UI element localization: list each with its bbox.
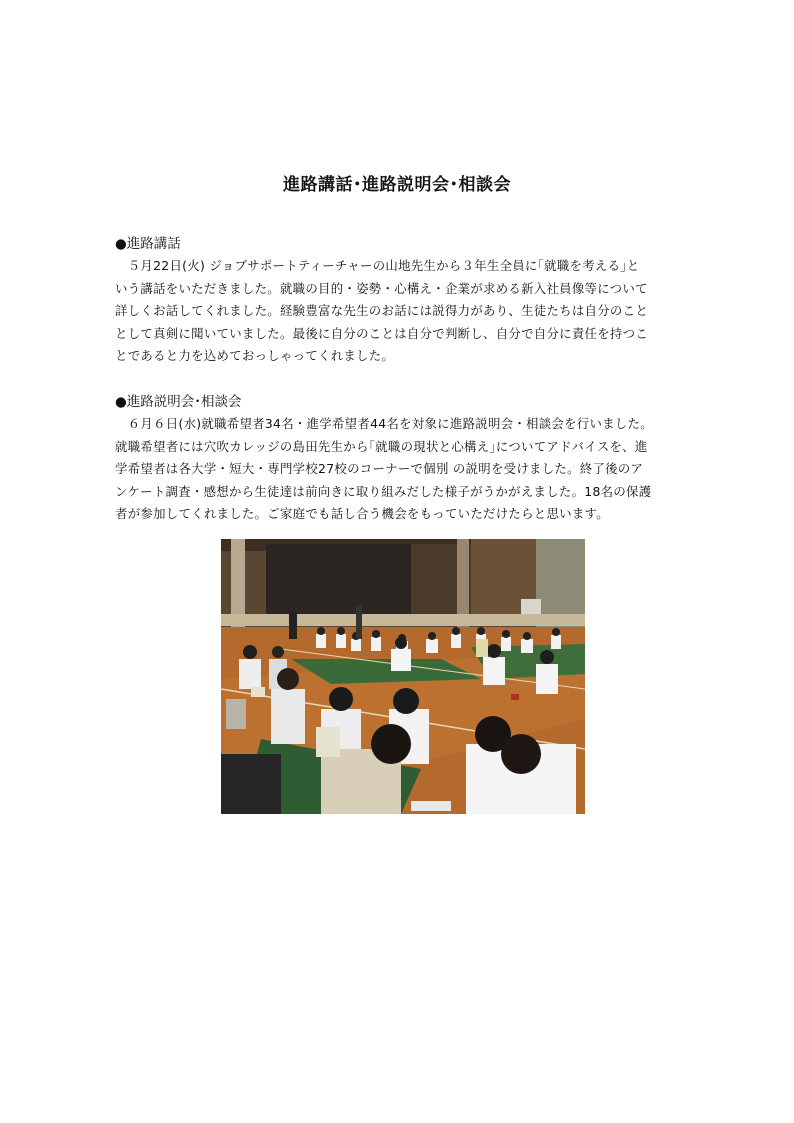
section-heading: ●進路講話 bbox=[115, 236, 181, 252]
paragraph-line: 就職希望者には穴吹カレッジの島田先生から｢就職の現状と心構え｣についてアドバイスを、進 bbox=[115, 438, 648, 454]
paragraph-line: 学希望者は各大学・短大・専門学校27校のコーナーで個別 の説明を受けました。終了後のア bbox=[115, 461, 644, 476]
paragraph-line: ンケート調査・感想から生徒達は前向きに取り組みだした様子がうかがえました。18名の保護 bbox=[115, 483, 652, 499]
section-paragraph bbox=[115, 255, 685, 368]
section-career-lecture bbox=[115, 233, 685, 368]
gym-session-photo bbox=[221, 539, 585, 814]
section-career-briefing bbox=[115, 391, 685, 526]
paragraph-line: とであると力を込めておっしゃってくれました。 bbox=[115, 348, 395, 363]
paragraph-line: として真剣に聞いていました。最後に自分のことは自分で判断し、自分で自分に責任を持つこ bbox=[115, 325, 649, 341]
section-heading: ●進路説明会･相談会 bbox=[115, 394, 242, 410]
section-paragraph bbox=[115, 413, 685, 526]
paragraph-line: ５月22日(火) ジョブサポートティーチャーの山地先生から３年生全員に｢就職を考える｣と bbox=[115, 258, 640, 273]
paragraph-line: ６月６日(水)就職希望者34名・進学希望者44名を対象に進路説明会・相談会を行いました。 bbox=[115, 416, 653, 431]
paragraph-line: いう講話をいただきました。就職の目的・姿勢・心構え・企業が求める新入社員像等について bbox=[115, 280, 648, 296]
page-title: 進路講話･進路説明会･相談会 bbox=[283, 175, 511, 195]
paragraph-line: 詳しくお話してくれました。経験豊富な先生のお話には説得力があり、生徒たちは自分のこと bbox=[115, 303, 649, 318]
paragraph-line: 者が参加してくれました。ご家庭でも話し合う機会をもっていただけたらと思います。 bbox=[115, 506, 609, 521]
